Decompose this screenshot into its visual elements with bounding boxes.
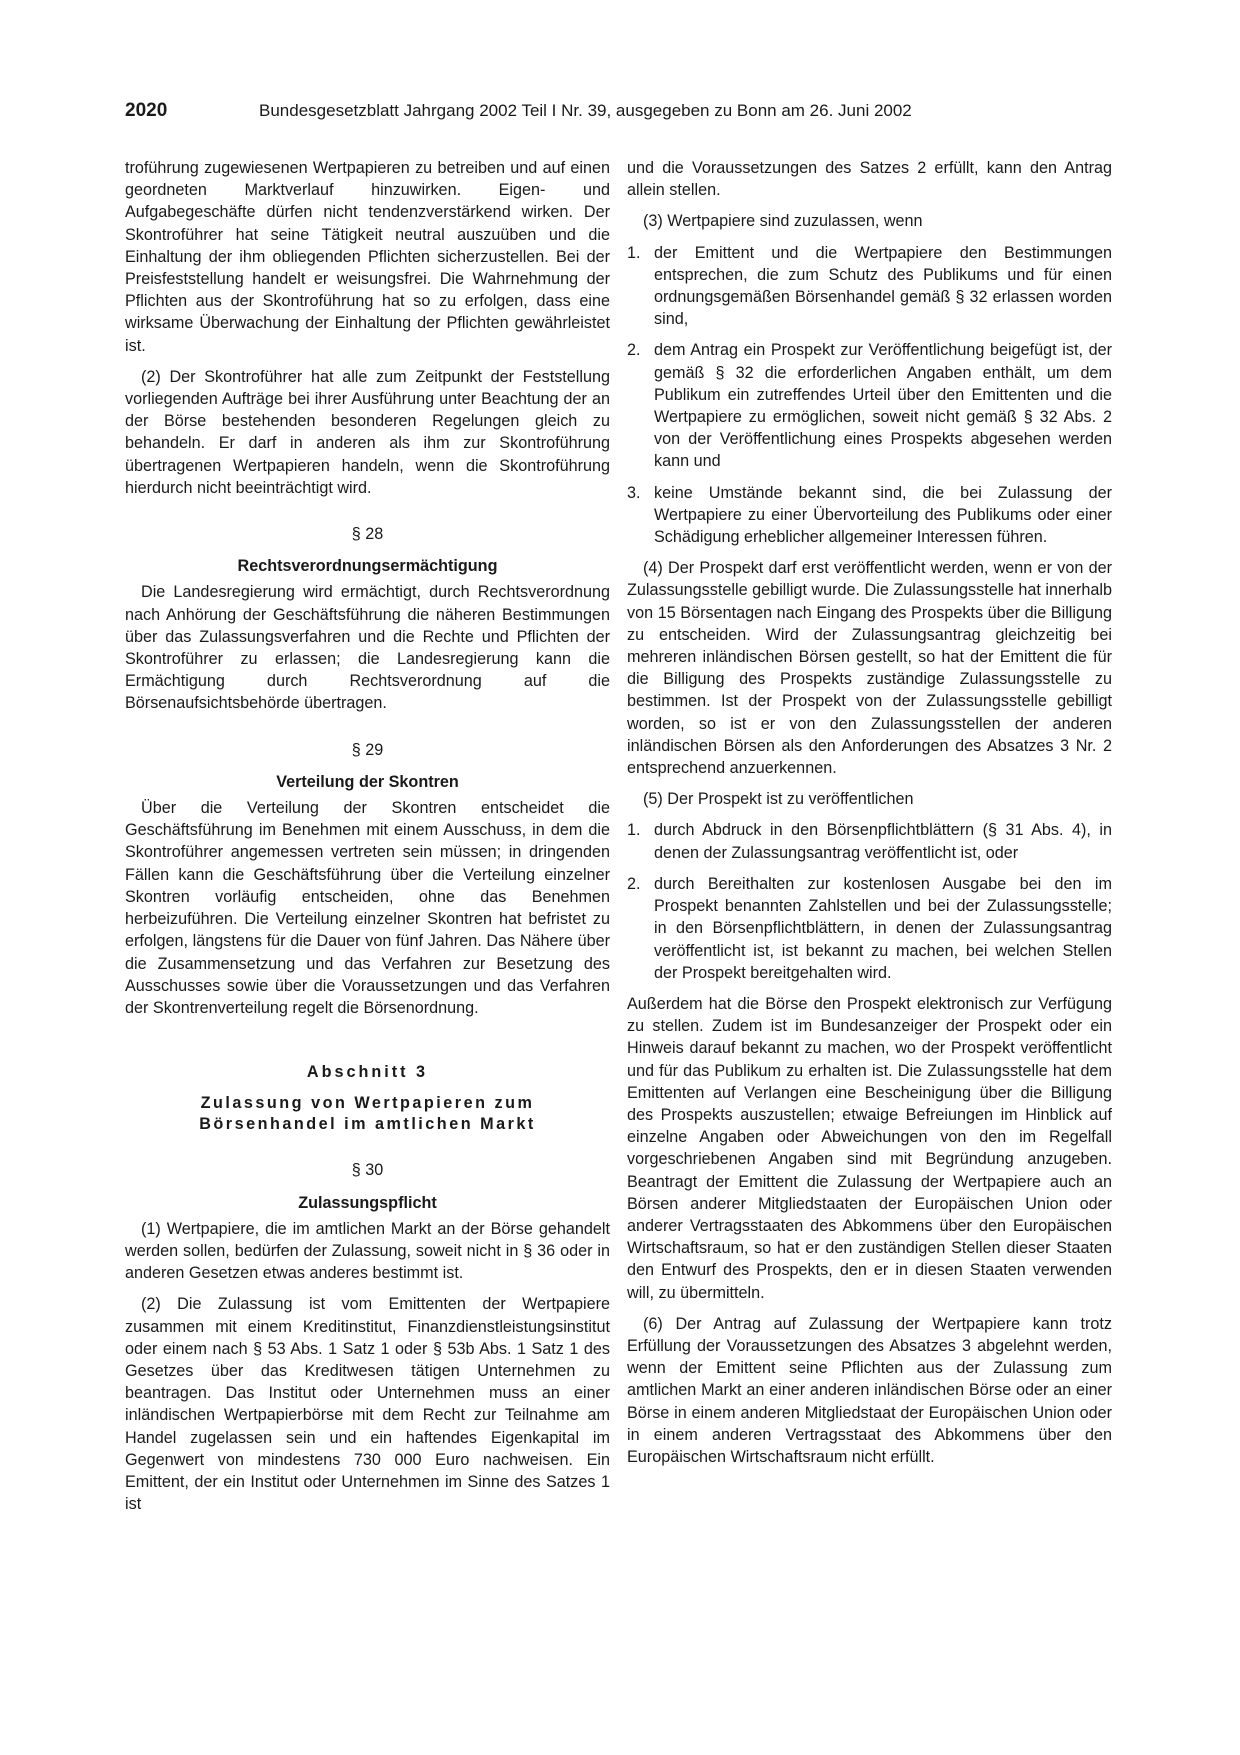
list-number: 1. xyxy=(627,243,641,262)
chapter-heading: Abschnitt 3 xyxy=(306,1063,429,1082)
page-header xyxy=(125,100,1115,126)
section-title-29: Verteilung der Skontren xyxy=(276,772,459,791)
right-column xyxy=(627,157,1112,1468)
list-text: keine Umstände bekannt sind, die bei Zulassung der Wertpapiere zu einer Übervorteilung des Publikums oder einer Schädigung erheblicher allgemeiner Interessen führen. xyxy=(654,483,1112,547)
section-number-28: § 28 xyxy=(351,525,384,544)
paragraph-continuation-right: und die Voraussetzungen des Satzes 2 erfüllt, kann den Antrag allein stellen. xyxy=(627,159,1112,200)
paragraph-s30-1: (1) Wertpapiere, die im amtlichen Markt an der Börse gehandelt werden sollen, bedürfen der Zulassung, soweit nicht in § 36 oder in anderen Gesetzen etwas anderes bestimmt ist. xyxy=(125,1219,610,1283)
list-number: 3. xyxy=(627,483,641,502)
list-text: durch Abdruck in den Börsenpflichtblättern (§ 31 Abs. 4), in denen der Zulassungsantrag veröffentlicht ist, oder xyxy=(654,821,1112,862)
paragraph-s30-2: (2) Die Zulassung ist vom Emittenten der Wertpapiere zusammen mit einem Kreditinstitut, Finanzdienstleistungsinstitut oder einem nach § 53 Abs. 1 Satz 1 oder § 53b Abs. 1 Satz 1 des Gesetzes über das Kreditwesen tätigen Unternehmen zu beantragen. Das Institut oder Unternehmen muss an einer inländischen Wertpapierbörse mit dem Recht zur Teilnahme am Handel zugelassen sein und ein haftendes Eigenkapital im Gegenwert von mindestens 730 000 Euro nachweisen. Ein Emittent, der ein Institut oder Unternehmen im Sinne des Satzes 1 ist xyxy=(125,1295,610,1514)
chapter-title xyxy=(125,1093,610,1135)
list-number: 2. xyxy=(627,874,641,893)
section-number-30: § 30 xyxy=(351,1161,384,1180)
list-text: der Emittent und die Wertpapiere den Bestimmungen entsprechen, die zum Schutz des Publikums und für einen ordnungsgemäßen Börsenhandel gemäß § 32 erlassen worden sind, xyxy=(654,243,1112,329)
list-number: 2. xyxy=(627,341,641,360)
list-number: 1. xyxy=(627,821,641,840)
paragraph-s30-5-intro: (5) Der Prospekt ist zu veröffentlichen xyxy=(643,790,914,809)
paragraph-s30-4: (4) Der Prospekt darf erst veröffentlicht werden, wenn er von der Zulassungsstelle gebilligt wurde. Die Zulassungsstelle hat innerhalb von 15 Börsentagen nach Eingang des Prospekts über die Billigung zu entscheiden. Wird der Zulassungsantrag gleichzeitig bei mehreren inländischen Börsen gestellt, so hat der Emittent die für die Billigung des Prospekts zuständige Zulassungsstelle zu bestimmen. Ist der Prospekt von der Zulassungsstelle gebilligt worden, so ist er von den Zulassungsstellen der anderen inländischen Börsen als den Anforderungen des Absatzes 3 Nr. 2 entsprechend anzuerkennen. xyxy=(627,559,1112,778)
paragraph-s30-5-tail: Außerdem hat die Börse den Prospekt elektronisch zur Verfügung zu stellen. Zudem ist im Bundesanzeiger der Prospekt oder ein Hinweis darauf bekannt zu machen, wo der Prospekt veröffentlicht und für das Publikum zu erhalten ist. Die Zulassungsstelle hat dem Emittenten auf Verlangen eine Bescheinigung über die Billigung des Prospekts auszustellen; etwaige Befreiungen im Hinblick auf einzelne Angaben oder Abweichungen von den im Regelfall vorgeschriebenen Angaben sind mit Begründung anzugeben. Beantragt der Emittent die Zulassung der Wertpapiere auch an Börsen anderer Mitgliedstaaten der Europäischen Union oder anderer Vertragsstaaten des Abkommens über den Europäischen Wirtschaftsraum, so hat er den zuständigen Stellen dieser Staaten den Entwurf des Prospekts, den er in diesen Staaten verwenden will, zu übermitteln. xyxy=(627,994,1112,1302)
paragraph-s30-6: (6) Der Antrag auf Zulassung der Wertpapiere kann trotz Erfüllung der Voraussetzungen des Absatzes 3 abgelehnt werden, wenn der Emittent seine Pflichten aus der Zulassung zum amtlichen Markt an einer anderen inländischen Börse oder an einer Börse in einem anderen Mitgliedstaat der Europäischen Union oder in einem anderen Vertragsstaat des Abkommens über den Europäischen Wirtschaftsraum nicht erfüllt. xyxy=(627,1314,1112,1466)
running-head: Bundesgesetzblatt Jahrgang 2002 Teil I Nr. 39, ausgegeben zu Bonn am 26. Juni 2002 xyxy=(259,101,912,120)
list-item xyxy=(627,873,1112,984)
paragraph-s28: Die Landesregierung wird ermächtigt, durch Rechtsverordnung nach Anhörung der Geschäftsführung die näheren Bestimmungen über das Zulassungsverfahren und die Rechte und Pflichten der Skontroführer zu erlassen; die Landesregierung kann die Ermächtigung durch Rechtsverordnung auf die Börsenaufsichtsbehörde übertragen. xyxy=(125,583,610,713)
paragraph-s30-3-intro: (3) Wertpapiere sind zuzulassen, wenn xyxy=(643,212,923,231)
paragraph-continuation: troführung zugewiesenen Wertpapieren zu betreiben und auf einen geordneten Marktverlauf hinzuwirken. Eigen- und Aufgabegeschäfte dürfen nicht tendenzverstärkend wirken. Der Skontroführer hat seine Tätigkeit neutral auszuüben und die Einhaltung der ihm obliegenden Pflichten sicherzustellen. Bei der Preisfeststellung handelt er weisungsfrei. Die Wahrnehmung der Pflichten aus der Skontroführung hat so zu erfolgen, dass eine wirksame Überwachung der Einhaltung der Pflichten gewährleistet ist. xyxy=(125,159,610,355)
chapter-title-line-1: Zulassung von Wertpapieren zum xyxy=(200,1094,535,1113)
chapter-title-line-2: Börsenhandel im amtlichen Markt xyxy=(199,1115,536,1134)
section-title-28: Rechtsverordnungsermächtigung xyxy=(237,557,498,576)
list-text: durch Bereithalten zur kostenlosen Ausgabe bei den im Prospekt benannten Zahlstellen und bei der Zulassungsstelle; in den Börsenpflichtblättern, in denen der Zulassungsantrag veröffentlicht ist, ist bekannt zu machen, bei welchen Stellen der Prospekt bereitgehalten wird. xyxy=(654,874,1112,982)
section-title-30: Zulassungspflicht xyxy=(298,1193,437,1212)
section-number-29: § 29 xyxy=(351,740,384,759)
page-number: 2020 xyxy=(125,100,168,121)
list-item xyxy=(627,339,1112,472)
left-column xyxy=(125,157,610,1515)
paragraph-s27-2: (2) Der Skontroführer hat alle zum Zeitpunkt der Feststellung vorliegenden Aufträge bei ihrer Ausführung unter Beachtung der an der Börse bestehenden besonderen Regelungen gleich zu behandeln. Er darf in anderen als ihm zur Skontroführung übertragenen Wertpapieren handeln, wenn die Skontroführung hierdurch nicht beeinträchtigt wird. xyxy=(125,367,610,497)
list-item xyxy=(627,242,1112,331)
paragraph-s29: Über die Verteilung der Skontren entscheidet die Geschäftsführung im Benehmen mit einem Ausschuss, in dem die Skontroführer angemessen vertreten sein müssen; in dringenden Fällen kann die Geschäftsführung über die Verteilung einzelner Skontren vorläufig entscheiden, ohne das Benehmen herbeizuführen. Die Verteilung einzelner Skontren hat befristet zu erfolgen, längstens für die Dauer von fünf Jahren. Das Nähere über die Zusammensetzung und das Verfahren zur Besetzung des Ausschusses sowie über die Voraussetzungen und das Verfahren der Skontrenverteilung regelt die Börsenordnung. xyxy=(125,799,610,1017)
list-item xyxy=(627,819,1112,863)
list-text: dem Antrag ein Prospekt zur Veröffentlichung beigefügt ist, der gemäß § 32 die erforderlichen Angaben enthält, um dem Publikum ein zutreffendes Urteil über den Emittenten und die Wertpapiere zu ermöglichen, soweit nicht gemäß § 32 Abs. 2 von der Veröffentlichung eines Prospekts abgesehen werden kann und xyxy=(654,341,1112,471)
list-item xyxy=(627,482,1112,549)
